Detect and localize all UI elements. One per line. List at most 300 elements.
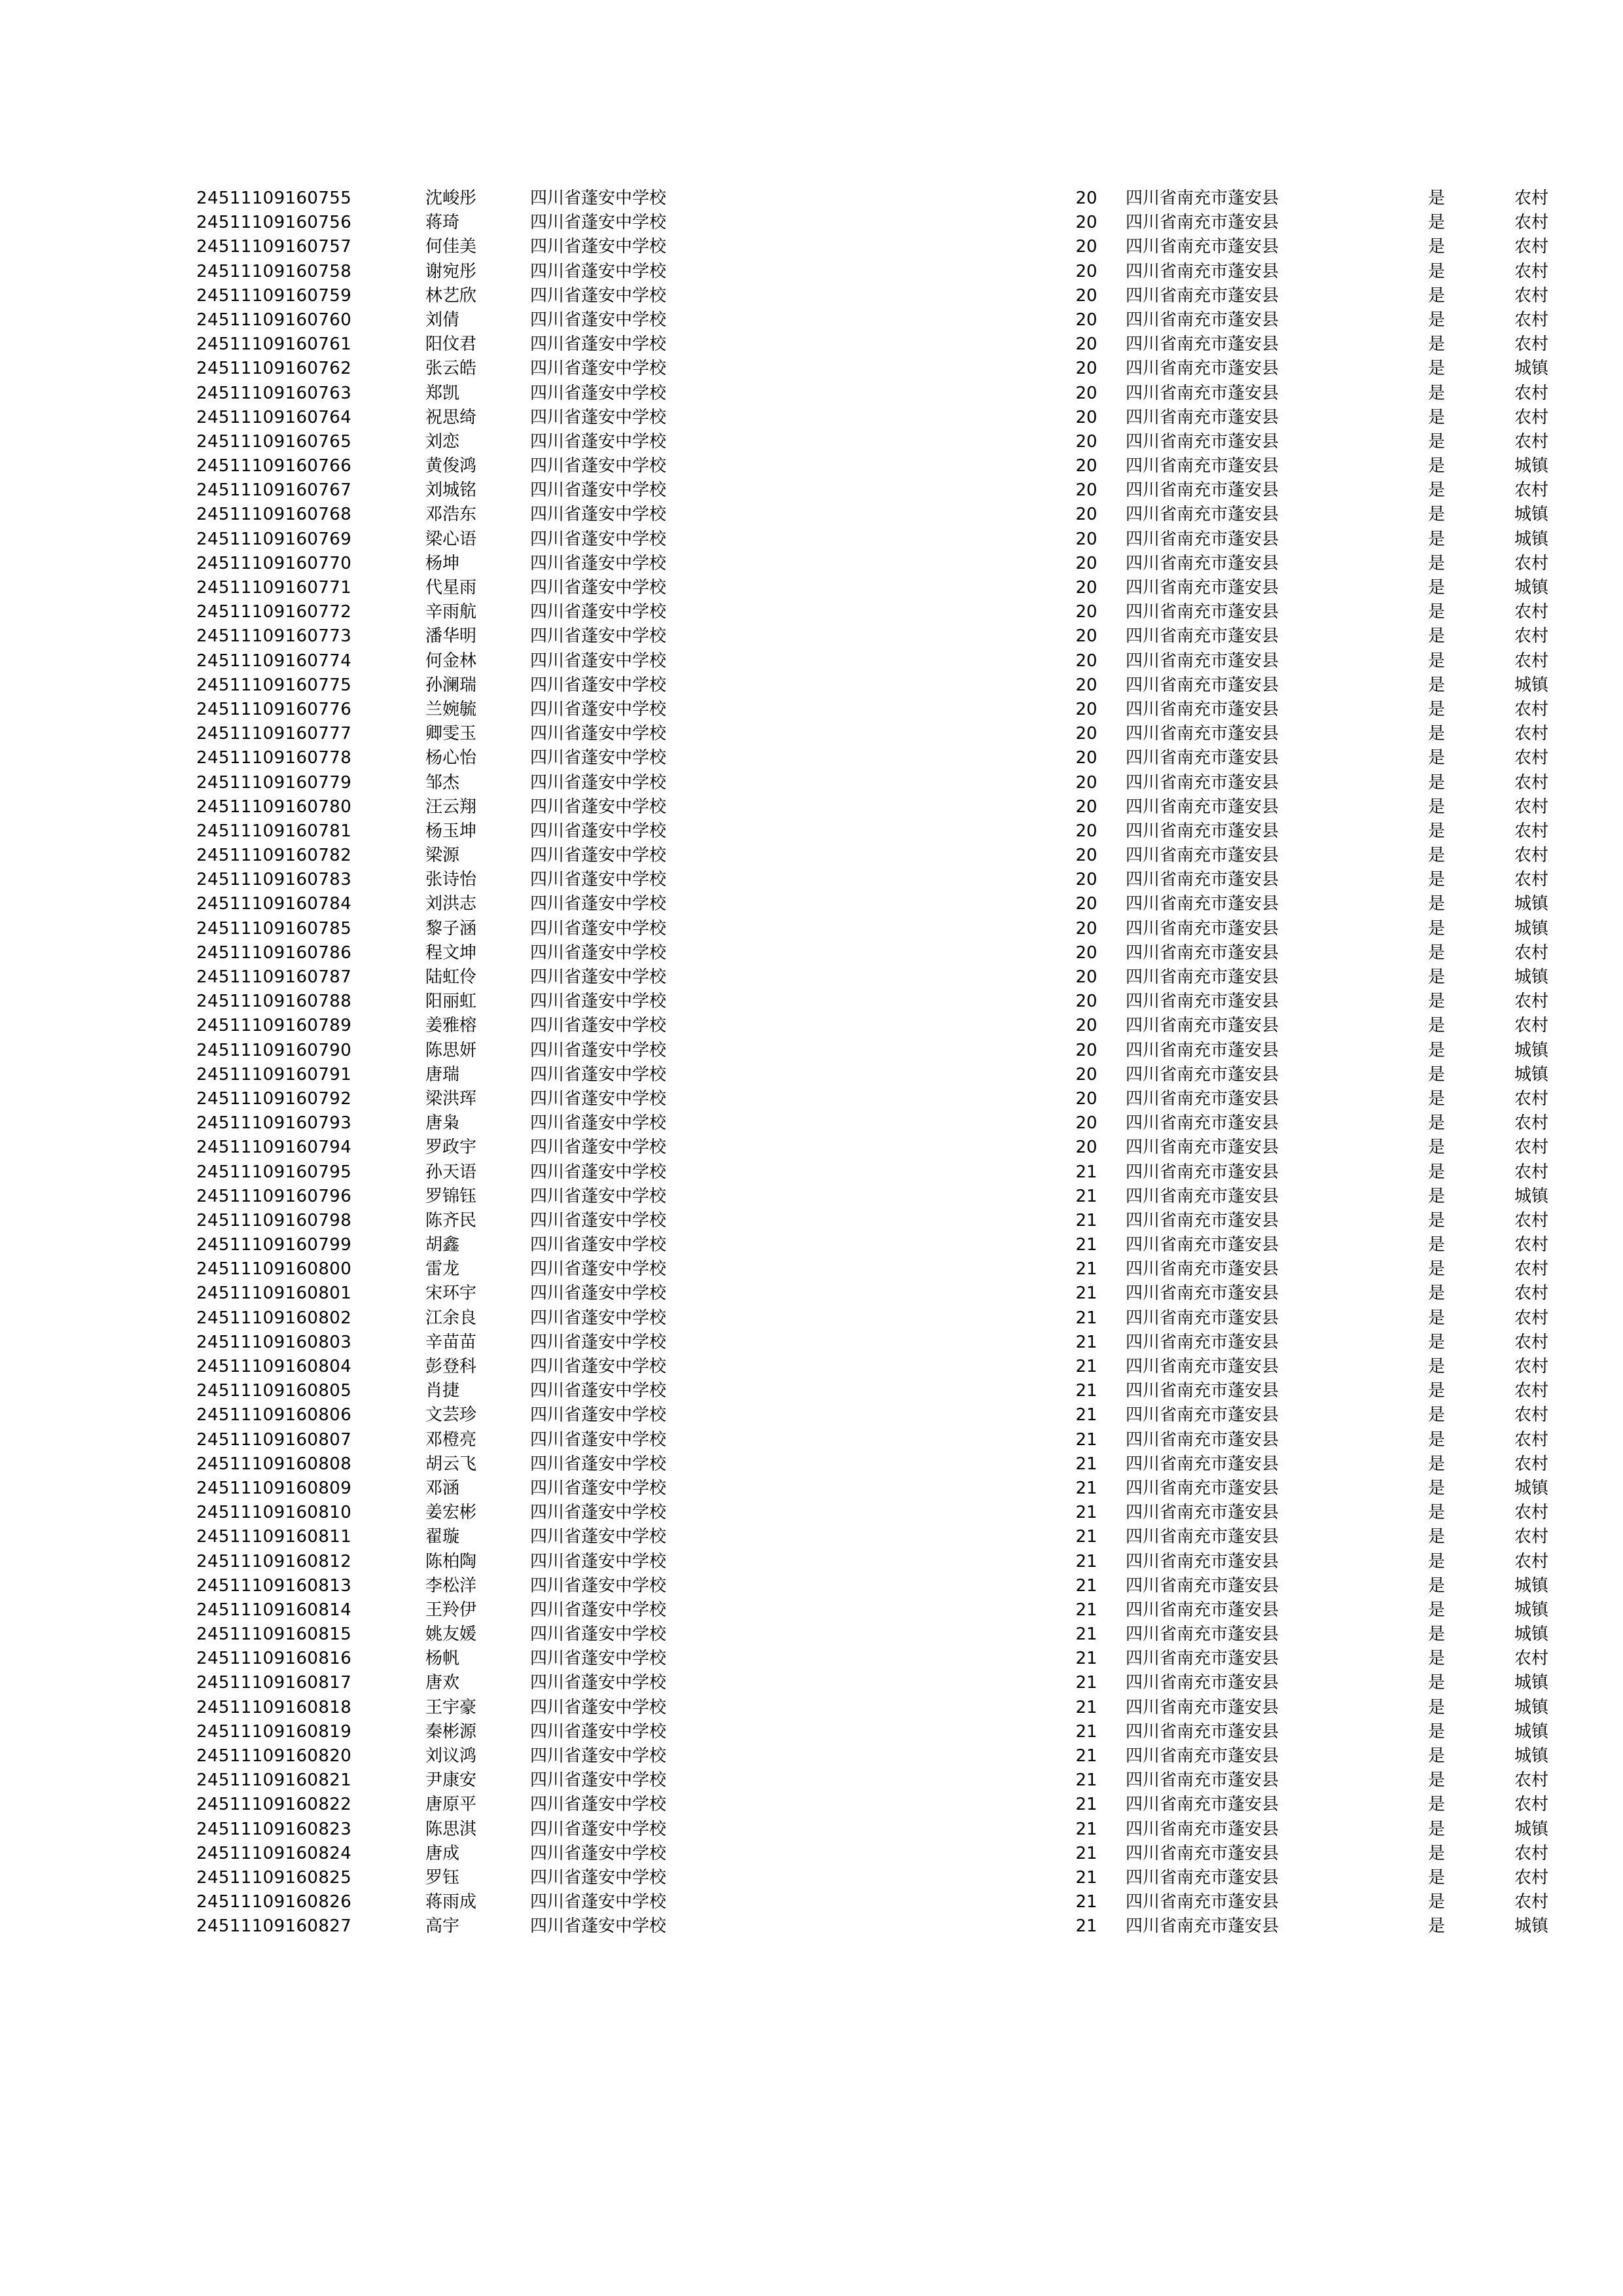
candidate-household-type: 城镇 bbox=[1514, 1575, 1548, 1596]
candidate-id: 24511109160822 bbox=[196, 1795, 352, 1815]
candidate-name: 孙天语 bbox=[425, 1162, 477, 1182]
candidate-household-type: 农村 bbox=[1514, 213, 1548, 233]
candidate-id: 24511109160787 bbox=[196, 967, 352, 987]
candidate-number: 20 bbox=[1075, 1064, 1097, 1085]
candidate-name: 彭登科 bbox=[425, 1357, 477, 1376]
table-row bbox=[196, 871, 1577, 895]
candidate-school: 四川省蓬安中学校 bbox=[530, 1308, 667, 1328]
candidate-number: 21 bbox=[1075, 1429, 1097, 1450]
table-row bbox=[196, 1869, 1577, 1893]
candidate-household-type: 农村 bbox=[1514, 1454, 1548, 1474]
candidate-name: 兰婉毓 bbox=[425, 699, 477, 719]
candidate-name: 刘洪志 bbox=[425, 894, 477, 914]
candidate-number: 21 bbox=[1075, 1916, 1097, 1937]
candidate-school: 四川省蓬安中学校 bbox=[530, 1016, 667, 1036]
candidate-region: 四川省南充市蓬安县 bbox=[1126, 431, 1279, 452]
candidate-household-type: 城镇 bbox=[1514, 359, 1548, 379]
candidate-name: 刘城铭 bbox=[425, 480, 477, 501]
candidate-id: 24511109160761 bbox=[196, 334, 352, 355]
candidate-flag: 是 bbox=[1427, 1429, 1445, 1450]
candidate-flag: 是 bbox=[1427, 1235, 1445, 1255]
table-row bbox=[196, 555, 1577, 579]
candidate-household-type: 农村 bbox=[1514, 1843, 1548, 1863]
candidate-number: 20 bbox=[1075, 772, 1097, 793]
candidate-household-type: 农村 bbox=[1514, 821, 1548, 841]
candidate-school: 四川省蓬安中学校 bbox=[530, 505, 667, 525]
candidate-id: 24511109160795 bbox=[196, 1162, 352, 1182]
candidate-id: 24511109160762 bbox=[196, 359, 352, 379]
candidate-number: 20 bbox=[1075, 942, 1097, 963]
candidate-id: 24511109160785 bbox=[196, 918, 352, 939]
candidate-region: 四川省南充市蓬安县 bbox=[1126, 1162, 1279, 1182]
candidate-flag: 是 bbox=[1427, 359, 1445, 379]
candidate-name: 高宇 bbox=[425, 1916, 460, 1937]
candidate-household-type: 农村 bbox=[1514, 334, 1548, 355]
candidate-name: 唐成 bbox=[425, 1843, 460, 1863]
candidate-name: 罗政宇 bbox=[425, 1138, 477, 1158]
candidate-flag: 是 bbox=[1427, 846, 1445, 866]
candidate-household-type: 农村 bbox=[1514, 1527, 1548, 1547]
candidate-id: 24511109160809 bbox=[196, 1478, 352, 1498]
candidate-school: 四川省蓬安中学校 bbox=[530, 1503, 667, 1523]
candidate-household-type: 城镇 bbox=[1514, 505, 1548, 525]
candidate-number: 21 bbox=[1075, 1600, 1097, 1620]
candidate-flag: 是 bbox=[1427, 1892, 1445, 1912]
candidate-number: 20 bbox=[1075, 553, 1097, 573]
candidate-name: 邓涵 bbox=[425, 1478, 460, 1498]
candidate-region: 四川省南充市蓬安县 bbox=[1126, 1332, 1279, 1352]
candidate-region: 四川省南充市蓬安县 bbox=[1126, 334, 1279, 355]
candidate-household-type: 城镇 bbox=[1514, 675, 1548, 695]
table-row bbox=[196, 701, 1577, 725]
candidate-household-type: 农村 bbox=[1514, 772, 1548, 793]
table-row bbox=[196, 1236, 1577, 1261]
candidate-school: 四川省蓬安中学校 bbox=[530, 383, 667, 403]
candidate-school: 四川省蓬安中学校 bbox=[530, 1819, 667, 1839]
table-row bbox=[196, 774, 1577, 798]
candidate-number: 20 bbox=[1075, 310, 1097, 330]
candidate-number: 21 bbox=[1075, 1259, 1097, 1280]
table-row bbox=[196, 628, 1577, 652]
candidate-name: 邓橙亮 bbox=[425, 1429, 477, 1450]
candidate-region: 四川省南充市蓬安县 bbox=[1126, 310, 1279, 330]
candidate-school: 四川省蓬安中学校 bbox=[530, 651, 667, 671]
candidate-id: 24511109160826 bbox=[196, 1892, 352, 1912]
candidate-flag: 是 bbox=[1427, 1721, 1445, 1742]
table-row bbox=[196, 457, 1577, 482]
table-row bbox=[196, 1042, 1577, 1066]
candidate-id: 24511109160776 bbox=[196, 699, 352, 719]
candidate-id: 24511109160774 bbox=[196, 651, 352, 671]
candidate-household-type: 农村 bbox=[1514, 1405, 1548, 1426]
candidate-name: 代星雨 bbox=[425, 578, 477, 598]
candidate-flag: 是 bbox=[1427, 870, 1445, 890]
candidate-flag: 是 bbox=[1427, 1600, 1445, 1620]
candidate-flag: 是 bbox=[1427, 1308, 1445, 1328]
candidate-id: 24511109160778 bbox=[196, 748, 352, 768]
candidate-flag: 是 bbox=[1427, 1867, 1445, 1888]
candidate-flag: 是 bbox=[1427, 578, 1445, 598]
candidate-number: 20 bbox=[1075, 748, 1097, 768]
table-row bbox=[196, 579, 1577, 603]
candidate-region: 四川省南充市蓬安县 bbox=[1126, 1795, 1279, 1815]
candidate-household-type: 农村 bbox=[1514, 1381, 1548, 1401]
candidate-id: 24511109160808 bbox=[196, 1454, 352, 1474]
candidate-region: 四川省南充市蓬安县 bbox=[1126, 1138, 1279, 1158]
candidate-number: 20 bbox=[1075, 213, 1097, 233]
candidate-school: 四川省蓬安中学校 bbox=[530, 1429, 667, 1450]
candidate-region: 四川省南充市蓬安县 bbox=[1126, 1040, 1279, 1060]
candidate-id: 24511109160804 bbox=[196, 1357, 352, 1376]
candidate-region: 四川省南充市蓬安县 bbox=[1126, 1210, 1279, 1230]
candidate-region: 四川省南充市蓬安县 bbox=[1126, 1697, 1279, 1717]
candidate-number: 21 bbox=[1075, 1551, 1097, 1571]
candidate-household-type: 农村 bbox=[1514, 1649, 1548, 1669]
candidate-number: 21 bbox=[1075, 1210, 1097, 1230]
candidate-name: 姜雅榕 bbox=[425, 1016, 477, 1036]
candidate-school: 四川省蓬安中学校 bbox=[530, 1795, 667, 1815]
table-row bbox=[196, 969, 1577, 993]
candidate-name: 张诗怡 bbox=[425, 870, 477, 890]
candidate-id: 24511109160813 bbox=[196, 1575, 352, 1596]
candidate-household-type: 城镇 bbox=[1514, 1673, 1548, 1693]
candidate-flag: 是 bbox=[1427, 1624, 1445, 1645]
candidate-id: 24511109160799 bbox=[196, 1235, 352, 1255]
candidate-household-type: 农村 bbox=[1514, 797, 1548, 817]
candidate-household-type: 农村 bbox=[1514, 1210, 1548, 1230]
table-row bbox=[196, 312, 1577, 336]
table-row bbox=[196, 920, 1577, 944]
candidate-id: 24511109160775 bbox=[196, 675, 352, 695]
candidate-number: 20 bbox=[1075, 407, 1097, 427]
candidate-school: 四川省蓬安中学校 bbox=[530, 894, 667, 914]
candidate-school: 四川省蓬安中学校 bbox=[530, 213, 667, 233]
candidate-household-type: 农村 bbox=[1514, 651, 1548, 671]
table-row bbox=[196, 1528, 1577, 1552]
candidate-id: 24511109160769 bbox=[196, 529, 352, 549]
candidate-household-type: 城镇 bbox=[1514, 578, 1548, 598]
candidate-name: 罗锦钰 bbox=[425, 1186, 477, 1206]
candidate-household-type: 农村 bbox=[1514, 1088, 1548, 1109]
candidate-name: 何佳美 bbox=[425, 237, 477, 257]
table-row bbox=[196, 238, 1577, 262]
table-row bbox=[196, 360, 1577, 384]
candidate-id: 24511109160766 bbox=[196, 456, 352, 476]
candidate-flag: 是 bbox=[1427, 1064, 1445, 1085]
table-row bbox=[196, 1674, 1577, 1698]
candidate-school: 四川省蓬安中学校 bbox=[530, 237, 667, 257]
candidate-id: 24511109160817 bbox=[196, 1673, 352, 1693]
candidate-id: 24511109160765 bbox=[196, 431, 352, 452]
candidate-flag: 是 bbox=[1427, 1138, 1445, 1158]
candidate-id: 24511109160773 bbox=[196, 626, 352, 647]
candidate-household-type: 农村 bbox=[1514, 1357, 1548, 1376]
candidate-number: 20 bbox=[1075, 285, 1097, 306]
table-row bbox=[196, 409, 1577, 433]
candidate-household-type: 城镇 bbox=[1514, 1916, 1548, 1937]
candidate-name: 蒋雨成 bbox=[425, 1892, 477, 1912]
candidate-household-type: 农村 bbox=[1514, 846, 1548, 866]
table-row bbox=[196, 1699, 1577, 1723]
candidate-id: 24511109160756 bbox=[196, 213, 352, 233]
roster-body bbox=[196, 190, 1577, 1943]
candidate-school: 四川省蓬安中学校 bbox=[530, 553, 667, 573]
candidate-id: 24511109160780 bbox=[196, 797, 352, 817]
candidate-name: 王羚伊 bbox=[425, 1600, 477, 1620]
candidate-household-type: 农村 bbox=[1514, 1892, 1548, 1912]
candidate-name: 黎子涵 bbox=[425, 918, 477, 939]
table-row bbox=[196, 603, 1577, 628]
candidate-school: 四川省蓬安中学校 bbox=[530, 1113, 667, 1134]
candidate-school: 四川省蓬安中学校 bbox=[530, 1600, 667, 1620]
candidate-school: 四川省蓬安中学校 bbox=[530, 1064, 667, 1085]
table-row bbox=[196, 482, 1577, 506]
candidate-name: 姜宏彬 bbox=[425, 1503, 477, 1523]
table-row bbox=[196, 1918, 1577, 1942]
candidate-region: 四川省南充市蓬安县 bbox=[1126, 505, 1279, 525]
candidate-region: 四川省南充市蓬安县 bbox=[1126, 1308, 1279, 1328]
candidate-flag: 是 bbox=[1427, 480, 1445, 501]
table-row bbox=[196, 1650, 1577, 1674]
candidate-id: 24511109160768 bbox=[196, 505, 352, 525]
candidate-school: 四川省蓬安中学校 bbox=[530, 1186, 667, 1206]
candidate-id: 24511109160777 bbox=[196, 724, 352, 744]
candidate-flag: 是 bbox=[1427, 651, 1445, 671]
candidate-region: 四川省南充市蓬安县 bbox=[1126, 1381, 1279, 1401]
candidate-name: 杨帆 bbox=[425, 1649, 460, 1669]
candidate-flag: 是 bbox=[1427, 626, 1445, 647]
candidate-school: 四川省蓬安中学校 bbox=[530, 359, 667, 379]
candidate-flag: 是 bbox=[1427, 188, 1445, 208]
candidate-flag: 是 bbox=[1427, 699, 1445, 719]
table-row bbox=[196, 1723, 1577, 1748]
candidate-household-type: 城镇 bbox=[1514, 1478, 1548, 1498]
candidate-number: 21 bbox=[1075, 1892, 1097, 1912]
candidate-school: 四川省蓬安中学校 bbox=[530, 480, 667, 501]
candidate-name: 王宇豪 bbox=[425, 1697, 477, 1717]
candidate-flag: 是 bbox=[1427, 237, 1445, 257]
candidate-number: 21 bbox=[1075, 1283, 1097, 1304]
candidate-region: 四川省南充市蓬安县 bbox=[1126, 1649, 1279, 1669]
candidate-name: 唐枭 bbox=[425, 1113, 460, 1134]
candidate-region: 四川省南充市蓬安县 bbox=[1126, 188, 1279, 208]
candidate-region: 四川省南充市蓬安县 bbox=[1126, 578, 1279, 598]
candidate-id: 24511109160815 bbox=[196, 1624, 352, 1645]
candidate-number: 20 bbox=[1075, 967, 1097, 987]
candidate-number: 20 bbox=[1075, 1040, 1097, 1060]
candidate-school: 四川省蓬安中学校 bbox=[530, 1867, 667, 1888]
candidate-household-type: 农村 bbox=[1514, 1308, 1548, 1328]
candidate-school: 四川省蓬安中学校 bbox=[530, 992, 667, 1012]
candidate-school: 四川省蓬安中学校 bbox=[530, 1770, 667, 1791]
candidate-flag: 是 bbox=[1427, 1478, 1445, 1498]
table-row bbox=[196, 1602, 1577, 1626]
candidate-school: 四川省蓬安中学校 bbox=[530, 1478, 667, 1498]
candidate-school: 四川省蓬安中学校 bbox=[530, 1259, 667, 1280]
candidate-number: 21 bbox=[1075, 1867, 1097, 1888]
candidate-name: 梁洪珲 bbox=[425, 1088, 477, 1109]
candidate-region: 四川省南充市蓬安县 bbox=[1126, 1527, 1279, 1547]
table-row bbox=[196, 1626, 1577, 1650]
candidate-flag: 是 bbox=[1427, 1503, 1445, 1523]
candidate-region: 四川省南充市蓬安县 bbox=[1126, 1819, 1279, 1839]
candidate-id: 24511109160779 bbox=[196, 772, 352, 793]
candidate-id: 24511109160800 bbox=[196, 1259, 352, 1280]
table-row bbox=[196, 1893, 1577, 1918]
candidate-region: 四川省南充市蓬安县 bbox=[1126, 821, 1279, 841]
candidate-household-type: 农村 bbox=[1514, 383, 1548, 403]
candidate-household-type: 农村 bbox=[1514, 992, 1548, 1012]
candidate-region: 四川省南充市蓬安县 bbox=[1126, 1454, 1279, 1474]
candidate-region: 四川省南充市蓬安县 bbox=[1126, 1867, 1279, 1888]
candidate-flag: 是 bbox=[1427, 1575, 1445, 1596]
candidate-flag: 是 bbox=[1427, 918, 1445, 939]
candidate-region: 四川省南充市蓬安县 bbox=[1126, 1429, 1279, 1450]
table-row bbox=[196, 1796, 1577, 1820]
candidate-household-type: 农村 bbox=[1514, 1283, 1548, 1304]
candidate-school: 四川省蓬安中学校 bbox=[530, 1405, 667, 1426]
candidate-region: 四川省南充市蓬安县 bbox=[1126, 407, 1279, 427]
candidate-number: 20 bbox=[1075, 578, 1097, 598]
candidate-household-type: 城镇 bbox=[1514, 1600, 1548, 1620]
candidate-id: 24511109160811 bbox=[196, 1527, 352, 1547]
candidate-name: 祝思绮 bbox=[425, 407, 477, 427]
candidate-name: 阳伩君 bbox=[425, 334, 477, 355]
table-row bbox=[196, 1017, 1577, 1041]
candidate-number: 21 bbox=[1075, 1308, 1097, 1328]
candidate-household-type: 城镇 bbox=[1514, 894, 1548, 914]
candidate-number: 20 bbox=[1075, 1113, 1097, 1134]
candidate-flag: 是 bbox=[1427, 213, 1445, 233]
candidate-school: 四川省蓬安中学校 bbox=[530, 724, 667, 744]
candidate-region: 四川省南充市蓬安县 bbox=[1126, 1478, 1279, 1498]
candidate-region: 四川省南充市蓬安县 bbox=[1126, 1575, 1279, 1596]
candidate-name: 姚友媛 bbox=[425, 1624, 477, 1645]
candidate-name: 刘恋 bbox=[425, 431, 460, 452]
candidate-household-type: 农村 bbox=[1514, 1770, 1548, 1791]
candidate-household-type: 农村 bbox=[1514, 870, 1548, 890]
candidate-region: 四川省南充市蓬安县 bbox=[1126, 967, 1279, 987]
candidate-household-type: 城镇 bbox=[1514, 1040, 1548, 1060]
candidate-number: 20 bbox=[1075, 456, 1097, 476]
candidate-region: 四川省南充市蓬安县 bbox=[1126, 1721, 1279, 1742]
candidate-household-type: 农村 bbox=[1514, 699, 1548, 719]
candidate-school: 四川省蓬安中学校 bbox=[530, 310, 667, 330]
candidate-flag: 是 bbox=[1427, 1527, 1445, 1547]
candidate-number: 21 bbox=[1075, 1673, 1097, 1693]
candidate-region: 四川省南充市蓬安县 bbox=[1126, 1916, 1279, 1937]
candidate-region: 四川省南充市蓬安县 bbox=[1126, 748, 1279, 768]
candidate-name: 陈柏陶 bbox=[425, 1551, 477, 1571]
table-row bbox=[196, 1456, 1577, 1480]
candidate-number: 21 bbox=[1075, 1819, 1097, 1839]
candidate-flag: 是 bbox=[1427, 334, 1445, 355]
candidate-number: 21 bbox=[1075, 1186, 1097, 1206]
table-row bbox=[196, 1188, 1577, 1212]
candidate-number: 21 bbox=[1075, 1721, 1097, 1742]
candidate-region: 四川省南充市蓬安县 bbox=[1126, 480, 1279, 501]
candidate-name: 文芸珍 bbox=[425, 1405, 477, 1426]
candidate-name: 秦彬源 bbox=[425, 1721, 477, 1742]
candidate-school: 四川省蓬安中学校 bbox=[530, 261, 667, 281]
candidate-school: 四川省蓬安中学校 bbox=[530, 456, 667, 476]
candidate-school: 四川省蓬安中学校 bbox=[530, 1624, 667, 1645]
candidate-name: 胡鑫 bbox=[425, 1235, 460, 1255]
candidate-household-type: 农村 bbox=[1514, 1429, 1548, 1450]
candidate-household-type: 农村 bbox=[1514, 261, 1548, 281]
candidate-school: 四川省蓬安中学校 bbox=[530, 529, 667, 549]
candidate-school: 四川省蓬安中学校 bbox=[530, 1040, 667, 1060]
table-row bbox=[196, 336, 1577, 360]
table-row bbox=[196, 1553, 1577, 1577]
candidate-school: 四川省蓬安中学校 bbox=[530, 188, 667, 208]
table-row bbox=[196, 895, 1577, 920]
table-row bbox=[196, 749, 1577, 774]
candidate-region: 四川省南充市蓬安县 bbox=[1126, 992, 1279, 1012]
candidate-household-type: 农村 bbox=[1514, 1551, 1548, 1571]
candidate-region: 四川省南充市蓬安县 bbox=[1126, 237, 1279, 257]
table-row bbox=[196, 1382, 1577, 1407]
candidate-school: 四川省蓬安中学校 bbox=[530, 1916, 667, 1937]
candidate-region: 四川省南充市蓬安县 bbox=[1126, 359, 1279, 379]
candidate-id: 24511109160786 bbox=[196, 942, 352, 963]
candidate-number: 21 bbox=[1075, 1697, 1097, 1717]
candidate-number: 21 bbox=[1075, 1503, 1097, 1523]
candidate-name: 卿雯玉 bbox=[425, 724, 477, 744]
candidate-region: 四川省南充市蓬安县 bbox=[1126, 1283, 1279, 1304]
candidate-id: 24511109160782 bbox=[196, 846, 352, 866]
candidate-number: 20 bbox=[1075, 1016, 1097, 1036]
candidate-flag: 是 bbox=[1427, 992, 1445, 1012]
table-row bbox=[196, 1285, 1577, 1309]
candidate-region: 四川省南充市蓬安县 bbox=[1126, 1892, 1279, 1912]
table-row bbox=[196, 1821, 1577, 1845]
candidate-school: 四川省蓬安中学校 bbox=[530, 699, 667, 719]
candidate-flag: 是 bbox=[1427, 1649, 1445, 1669]
candidate-flag: 是 bbox=[1427, 1162, 1445, 1182]
candidate-school: 四川省蓬安中学校 bbox=[530, 772, 667, 793]
candidate-flag: 是 bbox=[1427, 1673, 1445, 1693]
table-row bbox=[196, 385, 1577, 409]
candidate-number: 21 bbox=[1075, 1162, 1097, 1182]
candidate-household-type: 城镇 bbox=[1514, 967, 1548, 987]
candidate-region: 四川省南充市蓬安县 bbox=[1126, 1600, 1279, 1620]
candidate-region: 四川省南充市蓬安县 bbox=[1126, 1088, 1279, 1109]
candidate-region: 四川省南充市蓬安县 bbox=[1126, 1357, 1279, 1376]
candidate-school: 四川省蓬安中学校 bbox=[530, 846, 667, 866]
candidate-school: 四川省蓬安中学校 bbox=[530, 407, 667, 427]
table-row bbox=[196, 531, 1577, 555]
candidate-region: 四川省南充市蓬安县 bbox=[1126, 1186, 1279, 1206]
candidate-id: 24511109160788 bbox=[196, 992, 352, 1012]
candidate-household-type: 农村 bbox=[1514, 1867, 1548, 1888]
candidate-id: 24511109160792 bbox=[196, 1088, 352, 1109]
candidate-name: 陈思妍 bbox=[425, 1040, 477, 1060]
candidate-name: 林艺欣 bbox=[425, 285, 477, 306]
candidate-flag: 是 bbox=[1427, 675, 1445, 695]
candidate-id: 24511109160823 bbox=[196, 1819, 352, 1839]
table-row bbox=[196, 1748, 1577, 1772]
candidate-school: 四川省蓬安中学校 bbox=[530, 1649, 667, 1669]
table-row bbox=[196, 287, 1577, 312]
candidate-household-type: 农村 bbox=[1514, 1795, 1548, 1815]
candidate-region: 四川省南充市蓬安县 bbox=[1126, 772, 1279, 793]
table-row bbox=[196, 1212, 1577, 1236]
candidate-number: 21 bbox=[1075, 1649, 1097, 1669]
candidate-name: 沈峻彤 bbox=[425, 188, 477, 208]
candidate-id: 24511109160793 bbox=[196, 1113, 352, 1134]
candidate-household-type: 农村 bbox=[1514, 1259, 1548, 1280]
